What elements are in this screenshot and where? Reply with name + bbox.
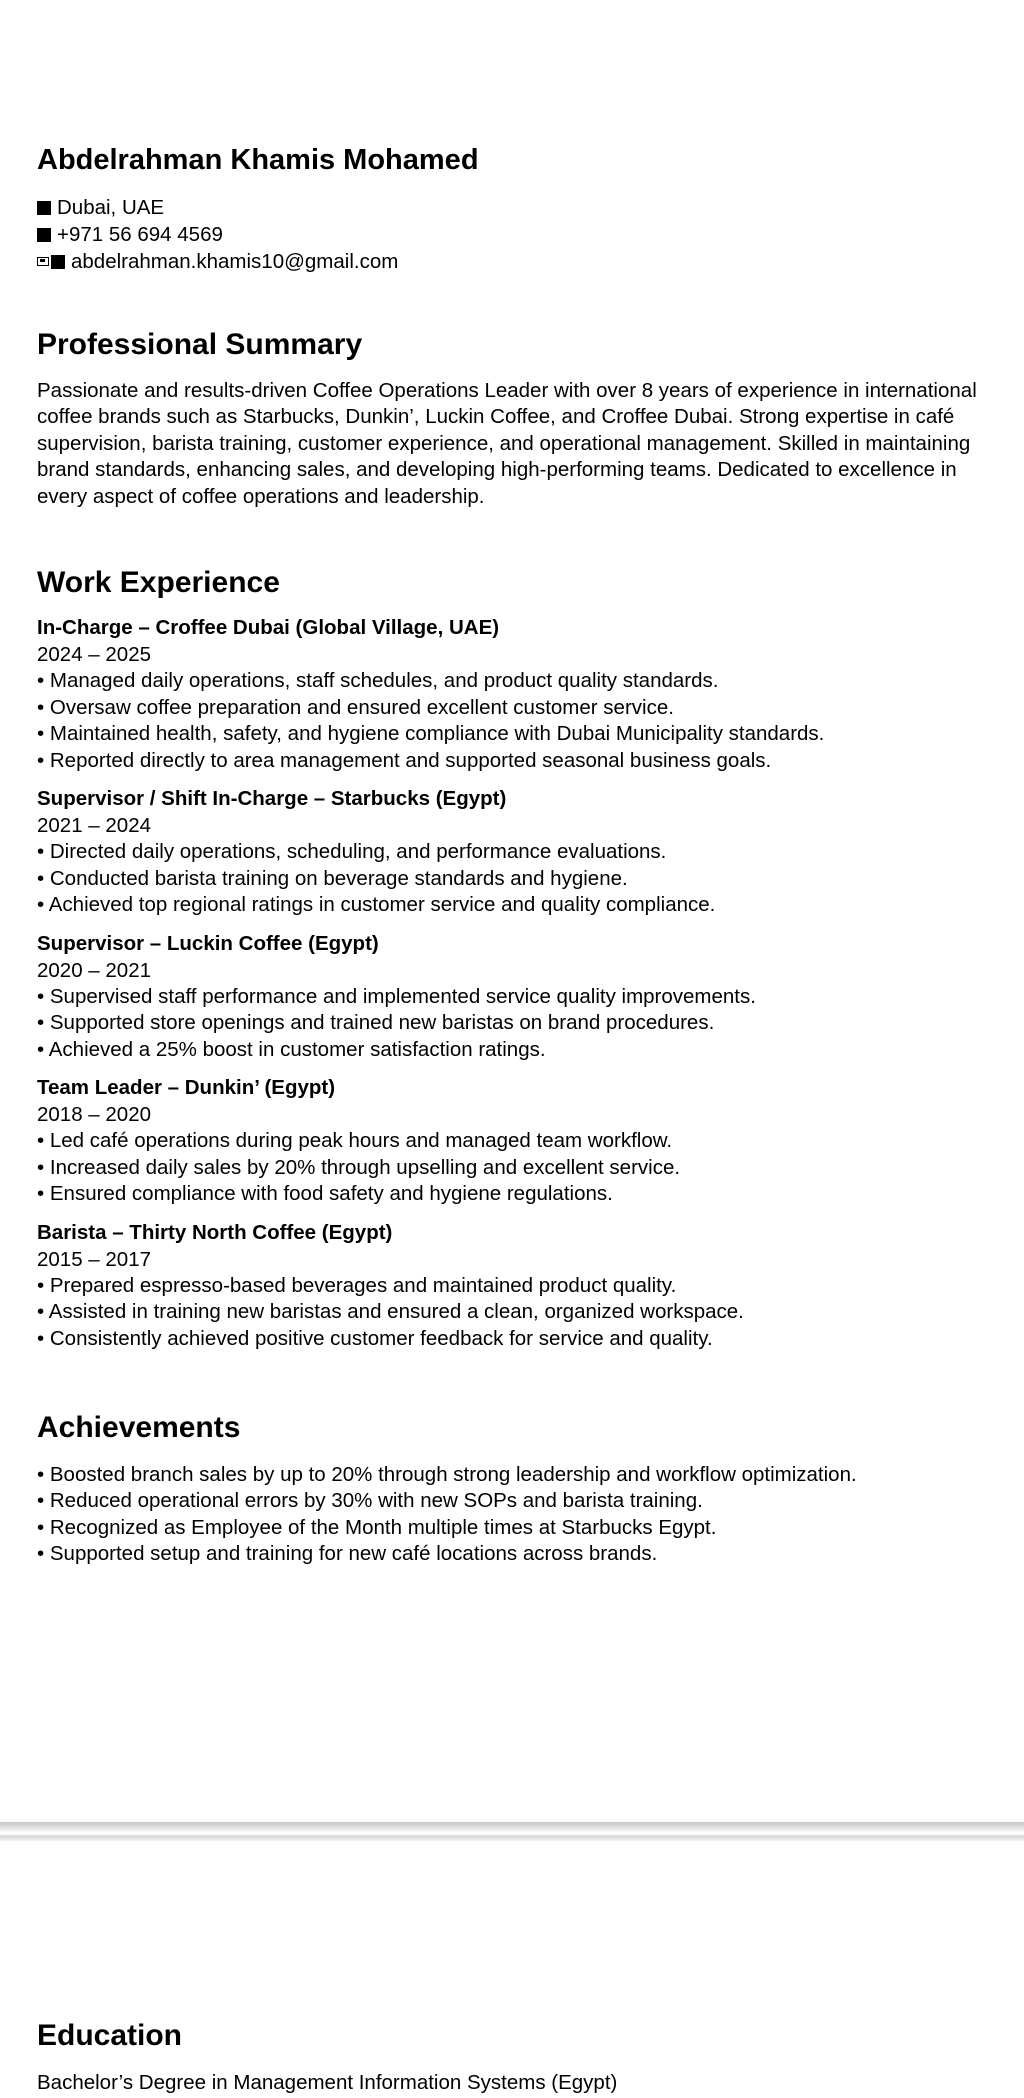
job-title: Supervisor – Luckin Coffee (Egypt) (37, 931, 379, 955)
job-entry (37, 785, 997, 919)
job-bullet: • Achieved top regional ratings in customer service and quality compliance. (37, 893, 716, 917)
experience-list (37, 614, 997, 1363)
job-bullet: • Supervised staff performance and implemented service quality improvements. (37, 984, 756, 1008)
candidate-name: Abdelrahman Khamis Mohamed (37, 144, 479, 176)
phone-icon (37, 228, 51, 242)
job-bullet: • Increased daily sales by 20% through upselling and excellent service. (37, 1155, 681, 1179)
job-bullet: • Consistently achieved positive customer feedback for service and quality. (37, 1326, 713, 1350)
job-dates: 2015 – 2017 (37, 1247, 152, 1271)
location-icon (37, 201, 51, 215)
job-bullet: • Supported store openings and trained new baristas on brand procedures. (37, 1011, 715, 1035)
job-bullet: • Achieved a 25% boost in customer satisfaction ratings. (37, 1037, 546, 1061)
job-bullet: • Conducted barista training on beverage standards and hygiene. (37, 866, 628, 890)
contact-info (37, 194, 398, 275)
email-line (37, 248, 398, 275)
achievement-item: • Boosted branch sales by up to 20% through strong leadership and workflow optimization. (37, 1463, 857, 1486)
job-title: Barista – Thirty North Coffee (Egypt) (37, 1220, 393, 1244)
summary-heading: Professional Summary (37, 328, 363, 361)
job-bullet: • Maintained health, safety, and hygiene compliance with Dubai Municipality standards. (37, 722, 825, 746)
job-bullet: • Directed daily operations, scheduling, and performance evaluations. (37, 840, 667, 864)
summary-text: Passionate and results-driven Coffee Operations Leader with over 8 years of experience in international coffee brands such as Starbucks, Dunkin’, Luckin Coffee, and Croffee Dubai. Strong expertise in café supervision, barista training, customer experience, and operational management. Skilled in maintaining brand standards, enhancing sales, and developing high-performing teams. Dedicated to excellence in every aspect of coffee operations and leadership. (37, 379, 977, 508)
education-heading: Education (37, 2019, 183, 2052)
job-entry (37, 930, 997, 1064)
job-bullet: • Led café operations during peak hours and managed team workflow. (37, 1129, 673, 1153)
email-icon (51, 255, 65, 269)
job-bullet: • Prepared espresso-based beverages and maintained product quality. (37, 1274, 677, 1298)
education-degree: Bachelor’s Degree in Management Information Systems (Egypt) (37, 2071, 618, 2094)
job-dates: 2018 – 2020 (37, 1103, 152, 1127)
achievement-item: • Reduced operational errors by 30% with new SOPs and barista training. (37, 1489, 703, 1513)
job-dates: 2020 – 2021 (37, 958, 152, 982)
job-entry (37, 1074, 997, 1208)
job-title: In-Charge – Croffee Dubai (Global Village, UAE) (37, 616, 500, 639)
job-dates: 2021 – 2024 (37, 813, 152, 837)
email-text: abdelrahman.khamis10@gmail.com (71, 250, 399, 273)
envelope-icon (37, 257, 49, 266)
job-bullet: • Ensured compliance with food safety and hygiene regulations. (37, 1182, 613, 1206)
achievements-list (37, 1462, 997, 1568)
location-text: Dubai, UAE (57, 196, 165, 219)
resume-page-2 (0, 1842, 1024, 2098)
achievement-item: • Supported setup and training for new café locations across brands. (37, 1542, 658, 1566)
job-title: Team Leader – Dunkin’ (Egypt) (37, 1076, 336, 1100)
job-bullet: • Managed daily operations, staff schedules, and product quality standards. (37, 669, 719, 693)
job-bullet: • Assisted in training new baristas and ensured a clean, organized workspace. (37, 1300, 744, 1324)
job-dates: 2024 – 2025 (37, 643, 152, 666)
job-title: Supervisor / Shift In-Charge – Starbucks (Egypt) (37, 786, 507, 810)
page-separator (0, 1822, 1024, 1842)
phone-line (37, 221, 398, 248)
job-entry (37, 1219, 997, 1353)
achievements-heading: Achievements (37, 1411, 241, 1444)
job-bullet: • Reported directly to area management and supported seasonal business goals. (37, 748, 772, 772)
phone-text: +971 56 694 4569 (57, 223, 223, 246)
job-bullet: • Oversaw coffee preparation and ensured excellent customer service. (37, 695, 674, 719)
location-line (37, 194, 398, 221)
achievement-item: • Recognized as Employee of the Month multiple times at Starbucks Egypt. (37, 1515, 717, 1539)
job-entry (37, 614, 997, 774)
experience-heading: Work Experience (37, 566, 280, 599)
